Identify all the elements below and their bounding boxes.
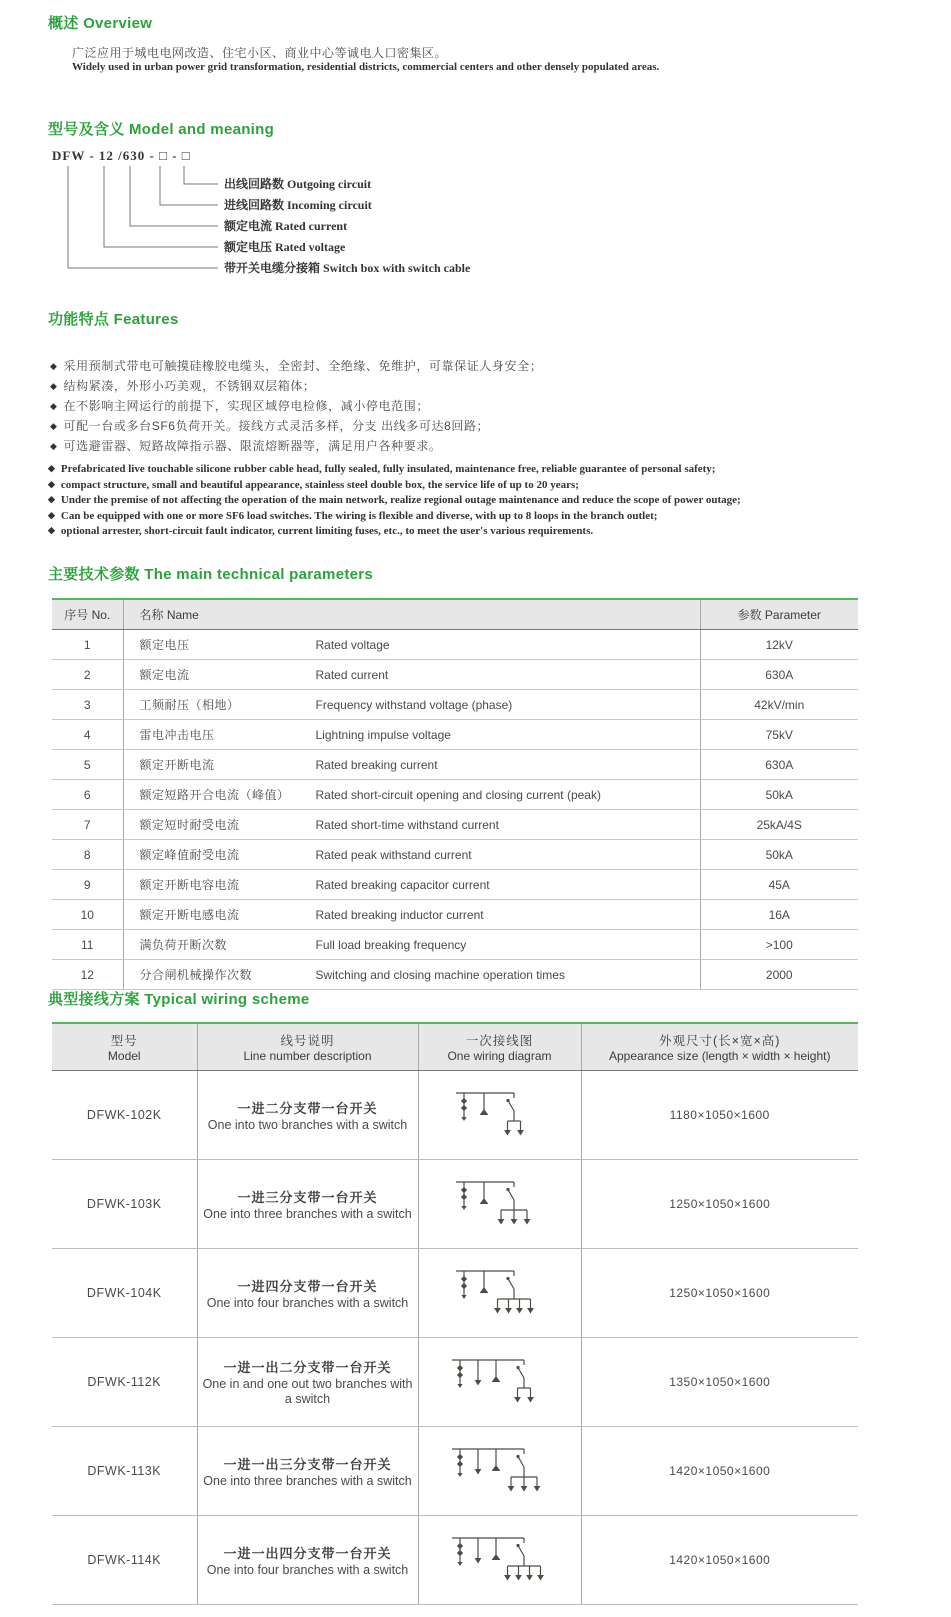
param-name <box>123 810 700 840</box>
wiring-description-cn: 一进三分支带一台开关 <box>237 1189 378 1205</box>
feature-item-cn <box>50 356 542 376</box>
param-name-cn: 额定电压 <box>139 638 190 652</box>
bullet-diamond-icon: ◆ <box>50 381 58 391</box>
features-list-en <box>48 462 741 540</box>
param-row <box>52 780 858 810</box>
model-label-current: 额定电流 Rated current <box>224 219 348 233</box>
param-name <box>123 900 700 930</box>
param-row <box>52 960 858 990</box>
wiring-model: DFWK-113K <box>52 1427 197 1516</box>
param-table-body <box>52 630 858 990</box>
param-no: 9 <box>52 870 123 900</box>
model-label-voltage: 额定电压 Rated voltage <box>224 240 346 254</box>
param-value: 2000 <box>700 960 858 990</box>
feature-item-cn-text: 采用预制式带电可触摸硅橡胶电缆头，全密封、全绝缘、免维护，可靠保证人身安全； <box>63 359 543 373</box>
one-wiring-diagram <box>440 1529 560 1589</box>
param-value: 25kA/4S <box>700 810 858 840</box>
feature-item-cn <box>50 436 542 456</box>
wiring-description <box>197 1338 418 1427</box>
param-no: 1 <box>52 630 123 660</box>
one-wiring-diagram <box>440 1084 560 1144</box>
wiring-size: 1420×1050×1600 <box>581 1427 858 1516</box>
wiring-diagram-cell <box>418 1160 581 1249</box>
wiring-header-size-en: Appearance size (length × width × height) <box>609 1049 831 1063</box>
param-row <box>52 930 858 960</box>
param-name <box>123 630 700 660</box>
section-heading-wiring: 典型接线方案 Typical wiring scheme <box>48 991 310 1008</box>
param-no: 10 <box>52 900 123 930</box>
param-no: 2 <box>52 660 123 690</box>
param-name-en: Lightning impulse voltage <box>315 728 451 742</box>
param-name-cn: 工频耐压（相地） <box>139 698 240 712</box>
wiring-description-en: One into four branches with a switch <box>206 1295 409 1310</box>
param-value: 50kA <box>700 840 858 870</box>
param-no: 7 <box>52 810 123 840</box>
bullet-diamond-icon: ◆ <box>48 525 55 535</box>
section-heading-parameters: 主要技术参数 The main technical parameters <box>48 566 374 583</box>
wiring-table <box>52 1022 858 1605</box>
param-name-cn: 雷电冲击电压 <box>139 728 215 742</box>
feature-item-en-text: optional arrester, short-circuit fault indicator, current limiting fuses, etc., to meet the user's various requirements. <box>60 525 594 537</box>
wiring-header-description-en: Line number description <box>243 1049 372 1063</box>
feature-item-cn-text: 可配一台或多台SF6负荷开关。接线方式灵活多样，分支 出线多可达8回路； <box>63 419 490 433</box>
wiring-model: DFWK-102K <box>52 1071 197 1160</box>
feature-item-cn-text: 在不影响主网运行的前提下，实现区域停电检修，减小停电范围； <box>63 399 429 413</box>
wiring-model: DFWK-114K <box>52 1516 197 1605</box>
wiring-description-cn: 一进一出三分支带一台开关 <box>223 1456 392 1472</box>
param-header-no: 序号 No. <box>52 599 123 630</box>
param-name-cn: 满负荷开断次数 <box>139 938 228 952</box>
wiring-header-description-cn: 线号说明 <box>280 1034 335 1048</box>
wiring-header-diagram <box>418 1023 581 1071</box>
feature-item-cn <box>50 416 542 436</box>
param-value: 42kV/min <box>700 690 858 720</box>
param-row <box>52 690 858 720</box>
wiring-description-en: One into three branches with a switch <box>203 1206 412 1221</box>
model-label-switch-box: 带开关电缆分接箱 Switch box with switch cable <box>224 261 471 275</box>
wiring-description <box>197 1427 418 1516</box>
wiring-description <box>197 1249 418 1338</box>
wiring-header-description <box>197 1023 418 1071</box>
wiring-model: DFWK-104K <box>52 1249 197 1338</box>
section-heading-features: 功能特点 Features <box>48 311 179 328</box>
wiring-table-body <box>52 1071 858 1605</box>
param-name <box>123 960 700 990</box>
bullet-diamond-icon: ◆ <box>50 441 58 451</box>
param-name-cn: 额定峰值耐受电流 <box>139 848 240 862</box>
param-name-cn: 额定开断电容电流 <box>139 878 240 892</box>
param-name-en: Rated current <box>315 668 389 682</box>
wiring-description-cn: 一进一出二分支带一台开关 <box>223 1360 392 1375</box>
bullet-diamond-icon: ◆ <box>48 494 55 504</box>
param-name <box>123 750 700 780</box>
param-name-cn: 额定电流 <box>139 668 190 682</box>
param-row <box>52 750 858 780</box>
feature-item-en <box>48 493 741 509</box>
wiring-diagram-cell <box>418 1427 581 1516</box>
param-name <box>123 660 700 690</box>
param-no: 5 <box>52 750 123 780</box>
param-name-cn: 额定开断电流 <box>139 758 215 772</box>
param-header-parameter: 参数 Parameter <box>700 599 858 630</box>
parameters-table <box>52 598 858 990</box>
model-label-incoming: 进线回路数 Incoming circuit <box>224 198 372 212</box>
wiring-diagram-cell <box>418 1249 581 1338</box>
wiring-size: 1180×1050×1600 <box>581 1071 858 1160</box>
param-value: 12kV <box>700 630 858 660</box>
one-wiring-diagram <box>440 1262 560 1322</box>
param-name-en: Rated breaking inductor current <box>315 908 484 922</box>
param-no: 12 <box>52 960 123 990</box>
feature-item-en-text: Under the premise of not affecting the operation of the main network, realize regional outage maintenance and reduce the scope of power outage; <box>60 494 741 506</box>
section-heading-overview: 概述 Overview <box>48 15 153 32</box>
param-value: 16A <box>700 900 858 930</box>
wiring-description-en: One into three branches with a switch <box>203 1473 412 1488</box>
wiring-description-cn: 一进四分支带一台开关 <box>237 1278 378 1294</box>
feature-item-cn-text: 可选避雷器、短路故障指示器、限流熔断器等，满足用户各种要求。 <box>63 439 442 453</box>
wiring-description-en: One in and one out two branches with a switch <box>202 1377 413 1406</box>
wiring-diagram-cell <box>418 1516 581 1605</box>
model-label-outgoing: 出线回路数 Outgoing circuit <box>224 177 372 191</box>
features-list-cn <box>50 356 542 456</box>
feature-item-en <box>48 462 741 478</box>
feature-item-en <box>48 509 741 525</box>
param-no: 4 <box>52 720 123 750</box>
param-name <box>123 840 700 870</box>
param-value: 50kA <box>700 780 858 810</box>
param-no: 8 <box>52 840 123 870</box>
bullet-diamond-icon: ◆ <box>50 401 58 411</box>
bullet-diamond-icon: ◆ <box>48 509 55 520</box>
wiring-description <box>197 1160 418 1249</box>
param-name-en: Rated peak withstand current <box>315 848 472 862</box>
wiring-description-en: One into four branches with a switch <box>206 1562 409 1577</box>
wiring-header-size <box>581 1023 858 1071</box>
wiring-row <box>52 1338 858 1427</box>
feature-item-en <box>48 478 741 494</box>
param-value: >100 <box>700 930 858 960</box>
wiring-header-size-cn: 外观尺寸(长×宽×高) <box>659 1034 781 1048</box>
feature-item-en-text: Prefabricated live touchable silicone rubber cable head, fully sealed, fully insulated, maintenance free, reliable guarantee of personal safety; <box>60 463 716 475</box>
feature-item-en <box>48 524 741 540</box>
wiring-size: 1250×1050×1600 <box>581 1160 858 1249</box>
bullet-diamond-icon: ◆ <box>48 463 55 473</box>
param-name <box>123 690 700 720</box>
wiring-header-diagram-en: One wiring diagram <box>447 1049 552 1063</box>
bullet-diamond-icon: ◆ <box>50 361 58 371</box>
param-row <box>52 720 858 750</box>
param-name-en: Rated voltage <box>315 638 390 652</box>
wiring-header-model-en: Model <box>107 1049 141 1063</box>
param-name-cn: 额定短路开合电流（峰值） <box>139 788 290 802</box>
param-no: 11 <box>52 930 123 960</box>
param-header-name: 名称 Name <box>123 599 700 630</box>
wiring-header-model <box>52 1023 197 1071</box>
param-name-cn: 分合闸机械操作次数 <box>139 968 253 982</box>
wiring-row <box>52 1516 858 1605</box>
wiring-model: DFWK-112K <box>52 1338 197 1427</box>
param-name <box>123 930 700 960</box>
wiring-size: 1250×1050×1600 <box>581 1249 858 1338</box>
wiring-header-row <box>52 1023 858 1071</box>
parameters-header-row <box>52 599 858 630</box>
one-wiring-diagram <box>440 1173 560 1233</box>
param-value: 75kV <box>700 720 858 750</box>
wiring-description <box>197 1516 418 1605</box>
wiring-diagram-cell <box>418 1071 581 1160</box>
feature-item-en-text: Can be equipped with one or more SF6 load switches. The wiring is flexible and diverse, with up to 8 loops in the branch outlet; <box>60 509 658 522</box>
param-name-en: Switching and closing machine operation times <box>315 968 565 982</box>
param-value: 630A <box>700 750 858 780</box>
wiring-model: DFWK-103K <box>52 1160 197 1249</box>
wiring-row <box>52 1160 858 1249</box>
param-name-en: Rated short-circuit opening and closing current (peak) <box>315 788 601 802</box>
param-name-cn: 额定短时耐受电流 <box>139 818 240 832</box>
param-value: 45A <box>700 870 858 900</box>
wiring-row <box>52 1249 858 1338</box>
param-name-cn: 额定开断电感电流 <box>139 908 240 922</box>
param-value: 630A <box>700 660 858 690</box>
wiring-header-diagram-cn: 一次接线图 <box>465 1034 534 1048</box>
param-name-en: Frequency withstand voltage (phase) <box>315 698 513 712</box>
model-meaning-diagram <box>52 148 752 288</box>
param-no: 3 <box>52 690 123 720</box>
wiring-size: 1420×1050×1600 <box>581 1516 858 1605</box>
param-name-en: Rated breaking capacitor current <box>315 878 490 892</box>
param-row <box>52 630 858 660</box>
param-row <box>52 810 858 840</box>
wiring-description-en: One into two branches with a switch <box>207 1117 408 1132</box>
param-name-en: Full load breaking frequency <box>315 938 467 952</box>
wiring-description <box>197 1071 418 1160</box>
feature-item-cn <box>50 396 542 416</box>
feature-item-cn-text: 结构紧凑，外形小巧美观，不锈钢双层箱体； <box>63 379 316 393</box>
param-name-en: Rated short-time withstand current <box>315 818 499 832</box>
param-row <box>52 660 858 690</box>
wiring-row <box>52 1071 858 1160</box>
feature-item-cn <box>50 376 542 396</box>
param-name-en: Rated breaking current <box>315 758 438 772</box>
param-name <box>123 870 700 900</box>
param-row <box>52 840 858 870</box>
wiring-description-cn: 一进二分支带一台开关 <box>237 1100 378 1116</box>
section-heading-model: 型号及含义 Model and meaning <box>48 121 275 138</box>
wiring-size: 1350×1050×1600 <box>581 1338 858 1427</box>
param-no: 6 <box>52 780 123 810</box>
param-row <box>52 900 858 930</box>
bullet-diamond-icon: ◆ <box>50 421 58 431</box>
wiring-header-model-cn: 型号 <box>110 1034 138 1048</box>
model-code: DFW - 12 /630 - □ - □ <box>52 148 191 163</box>
param-name <box>123 780 700 810</box>
wiring-row <box>52 1427 858 1516</box>
wiring-description-cn: 一进一出四分支带一台开关 <box>223 1545 392 1561</box>
overview-text-en: Widely used in urban power grid transformation, residential districts, commercial centers and other densely populated areas. <box>72 61 660 73</box>
wiring-diagram-cell <box>418 1338 581 1427</box>
one-wiring-diagram <box>440 1351 560 1411</box>
param-name <box>123 720 700 750</box>
one-wiring-diagram <box>440 1440 560 1500</box>
bullet-diamond-icon: ◆ <box>48 478 55 489</box>
param-row <box>52 870 858 900</box>
feature-item-en-text: compact structure, small and beautiful appearance, stainless steel double box, the service life of up to 20 years; <box>60 478 579 491</box>
overview-text-cn: 广泛应用于城电电网改造、住宅小区、商业中心等诚电人口密集区。 <box>72 46 448 60</box>
